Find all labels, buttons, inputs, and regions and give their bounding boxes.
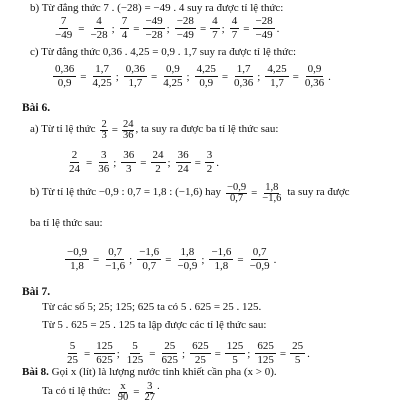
separator: .: [216, 156, 220, 169]
fraction: [65, 341, 80, 366]
fraction: [160, 341, 181, 366]
proportion: [264, 64, 327, 89]
denominator: 0,9: [57, 77, 72, 89]
denominator: 25: [194, 354, 206, 366]
numerator: 1,8: [265, 182, 279, 193]
fraction: [103, 247, 127, 272]
fraction: [125, 341, 146, 366]
separator: ;: [111, 22, 115, 35]
denominator: −49: [255, 29, 273, 41]
equals-sign: =: [221, 70, 229, 83]
numerator: 1,7: [236, 63, 251, 75]
bai6-a-line: [30, 118, 278, 141]
fraction: [65, 247, 89, 272]
numerator: 0,36: [125, 63, 146, 75]
denominator: 625: [161, 354, 178, 366]
denominator: 27: [144, 392, 155, 403]
equals-sign: =: [243, 22, 250, 35]
numerator: 125: [226, 340, 244, 352]
bai6-title: Bài 6.: [22, 102, 51, 114]
denominator: 7: [231, 29, 238, 41]
numerator: 7: [121, 15, 128, 27]
bai8-title: Bài 8.: [22, 366, 49, 378]
numerator: 4: [231, 15, 238, 27]
proportion: [52, 64, 115, 89]
equals-sign: =: [92, 253, 100, 266]
numerator: 36: [177, 149, 189, 161]
fraction: [96, 150, 111, 175]
equals-sign: =: [151, 70, 158, 83]
equals-sign: =: [140, 156, 147, 169]
fraction: [122, 120, 135, 141]
numerator: 5: [132, 340, 138, 352]
fraction: [151, 150, 166, 175]
separator: ;: [247, 347, 251, 360]
fraction: [210, 16, 220, 41]
equals-sign: =: [292, 70, 299, 83]
numerator: 0,9: [307, 63, 322, 75]
denominator: 3: [101, 130, 107, 141]
numerator: 3: [206, 149, 213, 161]
fraction: [255, 341, 276, 366]
fraction: [230, 16, 240, 41]
proportion: [254, 341, 306, 366]
denominator: −1,6: [105, 260, 126, 272]
b5-equations: [52, 16, 283, 41]
denominator: 0,7: [142, 260, 157, 272]
proportion: [52, 16, 111, 41]
separator: ;: [167, 156, 171, 169]
proportion: [189, 341, 246, 366]
bai6-b-equations: [64, 247, 280, 272]
equals-sign: =: [165, 253, 172, 266]
proportion: [136, 247, 200, 272]
numerator: 4: [212, 15, 218, 27]
proportion: [66, 150, 112, 175]
equals-sign: =: [149, 347, 156, 360]
fraction: [253, 16, 274, 41]
bai6-b-line: [30, 181, 350, 204]
fraction: [88, 16, 109, 41]
separator: .: [273, 253, 277, 266]
fraction: [176, 150, 191, 175]
bai6-b-inline-equation: [225, 181, 283, 204]
numerator: 4,25: [196, 63, 216, 75]
equals-sign: =: [251, 187, 258, 199]
numerator: −28: [176, 15, 194, 27]
denominator: 1,8: [214, 260, 229, 272]
denominator: −49: [55, 29, 73, 41]
denominator: 36: [98, 163, 110, 175]
numerator: 1,8: [180, 246, 195, 258]
fraction: [90, 64, 113, 89]
separator: ;: [166, 22, 170, 35]
fraction: [248, 247, 272, 272]
fraction: [190, 341, 211, 366]
bai6-a-pre: a) Từ tỉ lệ thức: [30, 123, 96, 135]
equals-sign: =: [194, 156, 201, 169]
bai6-a-post: , ta suy ra được ba tỉ lệ thức sau:: [135, 123, 279, 135]
numerator: 2: [101, 119, 107, 130]
numerator: 7: [60, 15, 67, 27]
bai7-line2: Từ 5 . 625 = 25 . 125 ta lập được các tỉ lệ thức sau:: [42, 319, 267, 331]
bai6-a-inline-equation: [99, 118, 135, 141]
equals-sign: =: [199, 22, 207, 35]
fraction: [53, 16, 74, 41]
fraction: [143, 16, 164, 41]
separator: ;: [129, 253, 133, 266]
fraction: [265, 64, 288, 89]
denominator: 5: [294, 354, 301, 366]
denominator: −49: [176, 29, 194, 41]
fraction: [124, 64, 147, 89]
separator: .: [156, 380, 160, 392]
denominator: 0,7: [229, 193, 244, 204]
numerator: 0,36: [55, 63, 75, 75]
equals-sign: =: [237, 253, 244, 266]
numerator: 0,7: [108, 246, 123, 258]
numerator: −1,6: [139, 246, 160, 258]
separator: ;: [201, 253, 205, 266]
numerator: −1,6: [211, 246, 232, 258]
bai6-b-line2: ba tỉ lệ thức sau:: [30, 217, 103, 229]
proportion: [119, 16, 166, 41]
denominator: 2: [155, 163, 161, 175]
proportion: [194, 64, 257, 89]
bai6-a-equations: [66, 150, 223, 175]
denominator: 0,36: [304, 77, 325, 89]
denominator: −1,6: [262, 193, 282, 204]
separator: .: [307, 347, 310, 360]
numerator: −49: [145, 15, 163, 27]
denominator: 4,25: [92, 77, 112, 89]
denominator: −28: [145, 29, 163, 41]
denominator: 125: [257, 354, 274, 366]
equals-sign: =: [80, 70, 87, 83]
numerator: 25: [292, 340, 304, 352]
separator: ;: [257, 70, 261, 83]
fraction: [94, 341, 115, 366]
fraction: [205, 150, 215, 175]
bai8-text: Gọi x (lít) là lượng nước tinh khiết cần pha (x > 0).: [51, 366, 277, 378]
proportion: [124, 341, 181, 366]
fraction: [100, 120, 107, 141]
numerator: 625: [257, 340, 274, 352]
denominator: 4,25: [163, 77, 183, 89]
numerator: −0,9: [67, 246, 87, 258]
bai7-equations: [64, 341, 314, 366]
equals-sign: =: [214, 347, 221, 360]
denominator: −0,9: [249, 260, 270, 272]
fraction: [121, 150, 136, 175]
fraction: [209, 247, 233, 272]
proportion: [120, 150, 166, 175]
separator: ;: [221, 22, 225, 35]
denominator: 25: [67, 354, 78, 366]
proportion: [229, 16, 276, 41]
equals-sign: =: [84, 347, 91, 360]
numerator: 25: [164, 340, 176, 352]
equals-sign: =: [133, 22, 140, 35]
numerator: −0,9: [227, 182, 247, 193]
numerator: 4: [96, 15, 102, 27]
proportion: [64, 341, 116, 366]
numerator: 5: [69, 340, 76, 352]
separator: .: [328, 70, 331, 83]
equals-sign: =: [111, 124, 118, 136]
separator: ;: [115, 70, 119, 83]
fraction: [290, 341, 305, 366]
fraction: [120, 16, 130, 41]
numerator: 1,7: [95, 63, 109, 75]
numerator: 3: [100, 149, 107, 161]
separator: .: [276, 22, 280, 35]
proportion: [64, 247, 128, 272]
denominator: 36: [122, 130, 134, 141]
numerator: 24: [152, 149, 164, 161]
proportion: [174, 16, 221, 41]
fraction: [161, 64, 184, 89]
numerator: 3: [147, 381, 153, 392]
separator: ;: [182, 347, 186, 360]
numerator: 0,7: [252, 246, 267, 258]
numerator: 24: [122, 119, 134, 130]
fraction: [137, 247, 161, 272]
proportion: [225, 183, 283, 204]
denominator: 90: [117, 392, 129, 403]
bai6-b-post: ta suy ra được: [287, 186, 350, 198]
denominator: 0,9: [199, 77, 214, 89]
bai7-line1: Từ các số 5; 25; 125; 625 ta có 5 . 625 = 25 . 125.: [42, 301, 262, 313]
fraction: [303, 64, 326, 89]
denominator: 5: [232, 354, 238, 366]
fraction: [195, 64, 218, 89]
numerator: 36: [123, 149, 135, 161]
numerator: 2: [71, 149, 78, 161]
fraction: [261, 183, 282, 204]
denominator: 125: [126, 354, 144, 366]
fraction: [175, 247, 199, 272]
b5-text: b) Từ đẳng thức 7 . (−28) = −49 . 4 suy ra được tỉ lệ thức:: [30, 2, 284, 14]
denominator: 24: [69, 163, 80, 175]
proportion: [99, 120, 135, 141]
numerator: 125: [96, 340, 113, 352]
denominator: 7: [212, 29, 218, 41]
fraction: [53, 64, 76, 89]
fraction: [67, 150, 82, 175]
separator: ;: [116, 347, 120, 360]
denominator: 4: [121, 29, 128, 41]
proportion: [208, 247, 272, 272]
denominator: −28: [90, 29, 108, 41]
denominator: 24: [177, 163, 189, 175]
fraction: [226, 183, 247, 204]
denominator: 2: [206, 163, 213, 175]
denominator: 3: [126, 163, 132, 175]
numerator: −28: [255, 15, 273, 27]
fraction: [175, 16, 196, 41]
numerator: 4,25: [267, 63, 287, 75]
denominator: 0,36: [234, 77, 254, 89]
equals-sign: =: [86, 156, 93, 169]
numerator: 625: [192, 340, 209, 352]
bai7-title: Bài 7.: [22, 286, 51, 298]
separator: ;: [186, 70, 190, 83]
proportion: [175, 150, 216, 175]
denominator: 625: [96, 354, 113, 366]
proportion: [123, 64, 186, 89]
denominator: 1,8: [70, 260, 84, 272]
separator: ;: [113, 156, 117, 169]
denominator: 1,7: [270, 77, 284, 89]
fraction: [232, 64, 255, 89]
fraction: [225, 341, 246, 366]
equals-sign: =: [133, 386, 140, 398]
denominator: 1,7: [128, 77, 143, 89]
bai8-line: [22, 366, 277, 379]
equals-sign: =: [279, 347, 287, 360]
bai6-b-pre: b) Từ tỉ lệ thức −0,9 : 0,7 = 1,8 : (−1,6) hay: [30, 186, 222, 198]
numerator: x: [120, 381, 126, 392]
numerator: 0,9: [166, 63, 180, 75]
c5-equations: [52, 64, 335, 89]
denominator: −0,9: [177, 260, 198, 272]
bai8-line2-pre: Ta có tỉ lệ thức:: [42, 385, 111, 397]
equals-sign: =: [78, 22, 85, 35]
c5-text: c) Từ đẳng thức 0,36 . 4,25 = 0,9 . 1,7 suy ra được tỉ lệ thức:: [30, 46, 297, 58]
